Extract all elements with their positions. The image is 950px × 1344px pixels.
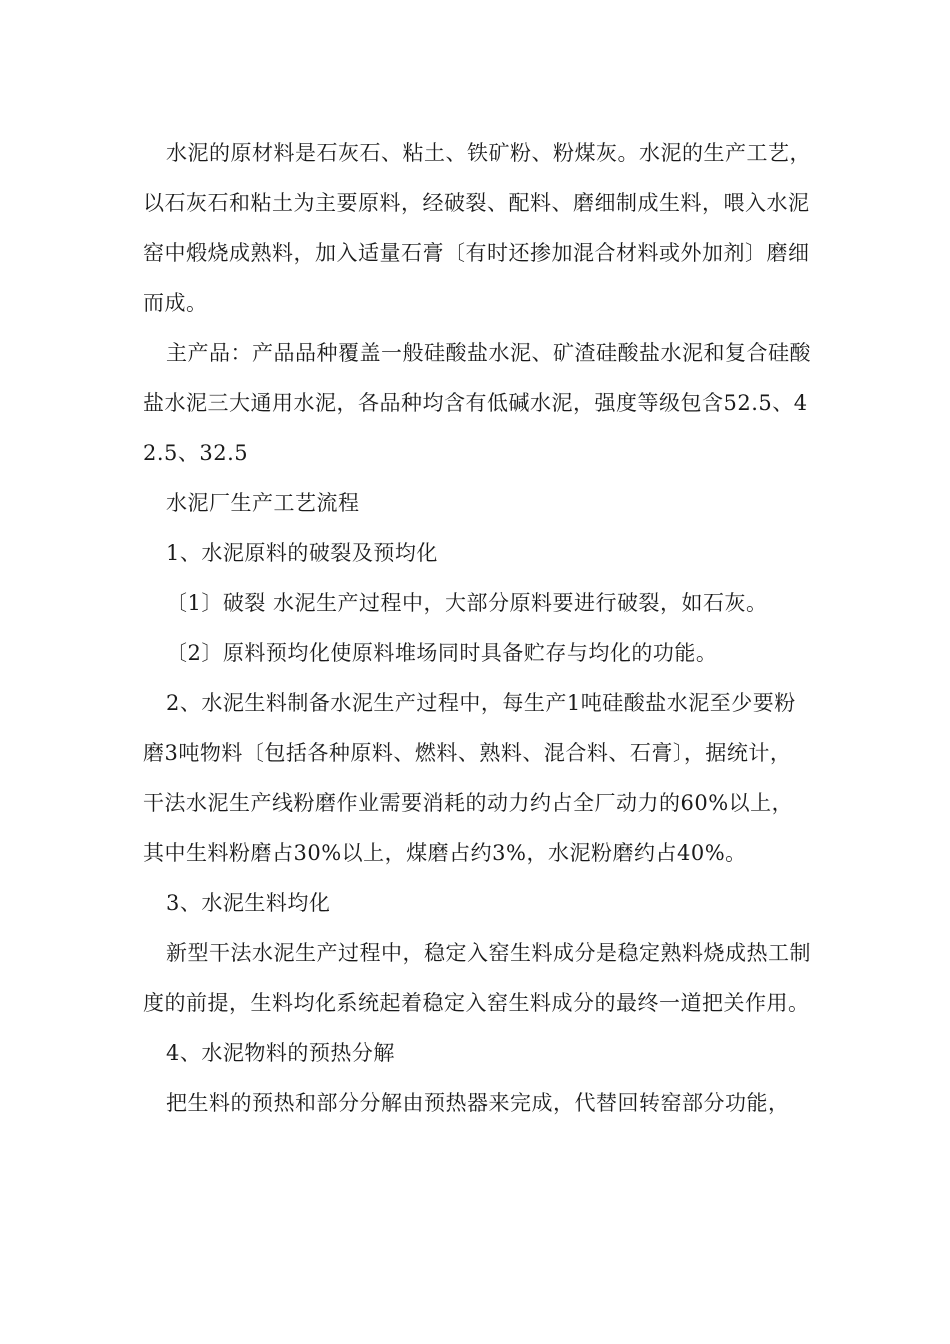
paragraph-step-2-raw-meal: 2、水泥生料制备水泥生产过程中，每生产1吨硅酸盐水泥至少要粉磨3吨物料〔包括各种原料、燃料、熟料、混合料、石膏〕，据统计，干法水泥生产线粉磨作业需要消耗的动力约占全厂动力的60%以上，其中生料粉磨占30%以上，煤磨占约3%，水泥粉磨约占40%。: [143, 691, 796, 865]
paragraph-raw-materials: 水泥的原材料是石灰石、粘土、铁矿粉、粉煤灰。水泥的生产工艺，以石灰石和粘土为主要原料，经破裂、配料、磨细制成生料，喂入水泥窑中煅烧成熟料，加入适量石膏〔有时还掺加混合材料或外加剂〕磨细而成。: [143, 141, 811, 315]
heading-step-4: 4、水泥物料的预热分解: [166, 1041, 395, 1065]
section-heading-process-flow: 水泥厂生产工艺流程: [166, 491, 360, 515]
paragraph-step-1-crushing: 〔1〕破裂 水泥生产过程中，大部分原料要进行破裂，如石灰。: [166, 591, 768, 615]
paragraph-step-3-homogenization: 新型干法水泥生产过程中，稳定入窑生料成分是稳定熟料烧成热工制度的前提，生料均化系统起着稳定入窑生料成分的最终一道把关作用。: [143, 941, 811, 1015]
paragraph-step-4-preheating: 把生料的预热和部分分解由预热器来完成，代替回转窑部分功能，: [166, 1091, 790, 1115]
paragraph-step-1-prehomogenization: 〔2〕原料预均化使原料堆场同时具备贮存与均化的功能。: [166, 641, 718, 665]
heading-step-1: 1、水泥原料的破裂及预均化: [166, 541, 438, 565]
paragraph-main-products: 主产品：产品品种覆盖一般硅酸盐水泥、矿渣硅酸盐水泥和复合硅酸盐水泥三大通用水泥，各品种均含有低碱水泥，强度等级包含52.5、42.5、32.5: [143, 341, 811, 465]
document-body: [143, 128, 811, 1128]
heading-step-3: 3、水泥生料均化: [166, 891, 331, 915]
